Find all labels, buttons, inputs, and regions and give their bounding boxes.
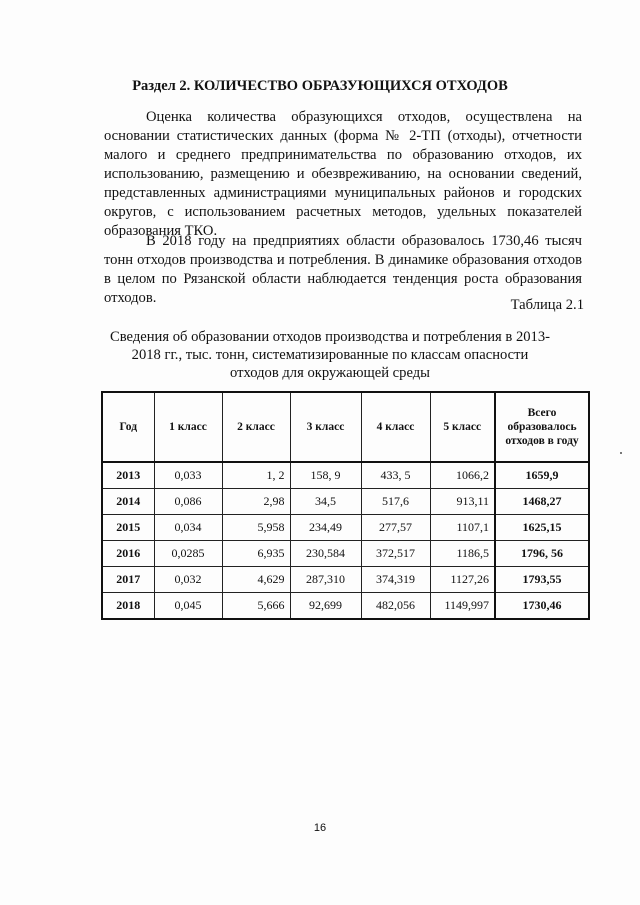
column-header: 2 класс [222, 392, 290, 462]
table-cell: 1149,997 [430, 593, 495, 620]
column-header: 4 класс [361, 392, 430, 462]
year-cell: 2014 [102, 489, 154, 515]
table-cell: 482,056 [361, 593, 430, 620]
column-header: Всего образовалось отходов в году [495, 392, 589, 462]
table-row [102, 567, 589, 593]
total-cell: 1625,15 [495, 515, 589, 541]
table-cell: 1107,1 [430, 515, 495, 541]
total-cell: 1468,27 [495, 489, 589, 515]
table-cell: 0,086 [154, 489, 222, 515]
year-cell: 2017 [102, 567, 154, 593]
intro-paragraph: Оценка количества образующихся отходов, осуществлена на основании статистических данных (форма № 2-ТП (отходы), отчетности малого и среднего предпринимательства по образованию отходов, их использованию, размещению и обезвреживанию, на основании сведений, представленных администрациями муниципальных районов и городских округов, с использованием расчетных методов, удельных показателей образования ТКО. [104, 109, 582, 239]
year-cell: 2013 [102, 462, 154, 489]
total-cell: 1796, 56 [495, 541, 589, 567]
table-caption: Сведения об образовании отходов производства и потребления в 2013-2018 гг., тыс. тонн, систематизированные по классам опасности отходов для окружающей среды [110, 329, 551, 381]
summary-paragraph: В 2018 году на предприятиях области образовалось 1730,46 тысяч тонн отходов производства и потребления. В динамике образования отходов в целом по Рязанской области наблюдается тенденция роста образования отходов. [104, 233, 582, 306]
page-number: 16 [313, 822, 327, 834]
table-cell: 5,958 [222, 515, 290, 541]
table-cell: 1186,5 [430, 541, 495, 567]
table-cell: 234,49 [290, 515, 361, 541]
total-cell: 1730,46 [495, 593, 589, 620]
column-header: 5 класс [430, 392, 495, 462]
table-cell: 2,98 [222, 489, 290, 515]
table-cell: 0,045 [154, 593, 222, 620]
table-cell: 0,0285 [154, 541, 222, 567]
year-cell: 2018 [102, 593, 154, 620]
year-cell: 2015 [102, 515, 154, 541]
column-header: Год [102, 392, 154, 462]
table-cell: 0,034 [154, 515, 222, 541]
table-header-row [102, 392, 589, 462]
total-cell: 1793,55 [495, 567, 589, 593]
table-cell: 4,629 [222, 567, 290, 593]
table-cell: 6,935 [222, 541, 290, 567]
table-cell: 374,319 [361, 567, 430, 593]
year-cell: 2016 [102, 541, 154, 567]
table-row [102, 489, 589, 515]
table-row [102, 462, 589, 489]
table-cell: 92,699 [290, 593, 361, 620]
table-cell: 1127,26 [430, 567, 495, 593]
table-cell: 0,033 [154, 462, 222, 489]
table-cell: 34,5 [290, 489, 361, 515]
table-cell: 372,517 [361, 541, 430, 567]
table-cell: 230,584 [290, 541, 361, 567]
table-cell: 517,6 [361, 489, 430, 515]
table-cell: 5,666 [222, 593, 290, 620]
table-cell: 913,11 [430, 489, 495, 515]
table-row [102, 515, 589, 541]
scan-artifact [620, 452, 622, 454]
column-header: 3 класс [290, 392, 361, 462]
table-cell: 277,57 [361, 515, 430, 541]
table-cell: 0,032 [154, 567, 222, 593]
table-label: Таблица 2.1 [510, 297, 584, 313]
section-heading: Раздел 2. КОЛИЧЕСТВО ОБРАЗУЮЩИХСЯ ОТХОДОВ [132, 78, 508, 94]
table-cell: 287,310 [290, 567, 361, 593]
column-header: 1 класс [154, 392, 222, 462]
waste-data-table [101, 391, 590, 620]
total-cell: 1659,9 [495, 462, 589, 489]
table-row [102, 541, 589, 567]
table-row [102, 593, 589, 620]
table-cell: 1, 2 [222, 462, 290, 489]
table-cell: 158, 9 [290, 462, 361, 489]
table-cell: 1066,2 [430, 462, 495, 489]
table-cell: 433, 5 [361, 462, 430, 489]
